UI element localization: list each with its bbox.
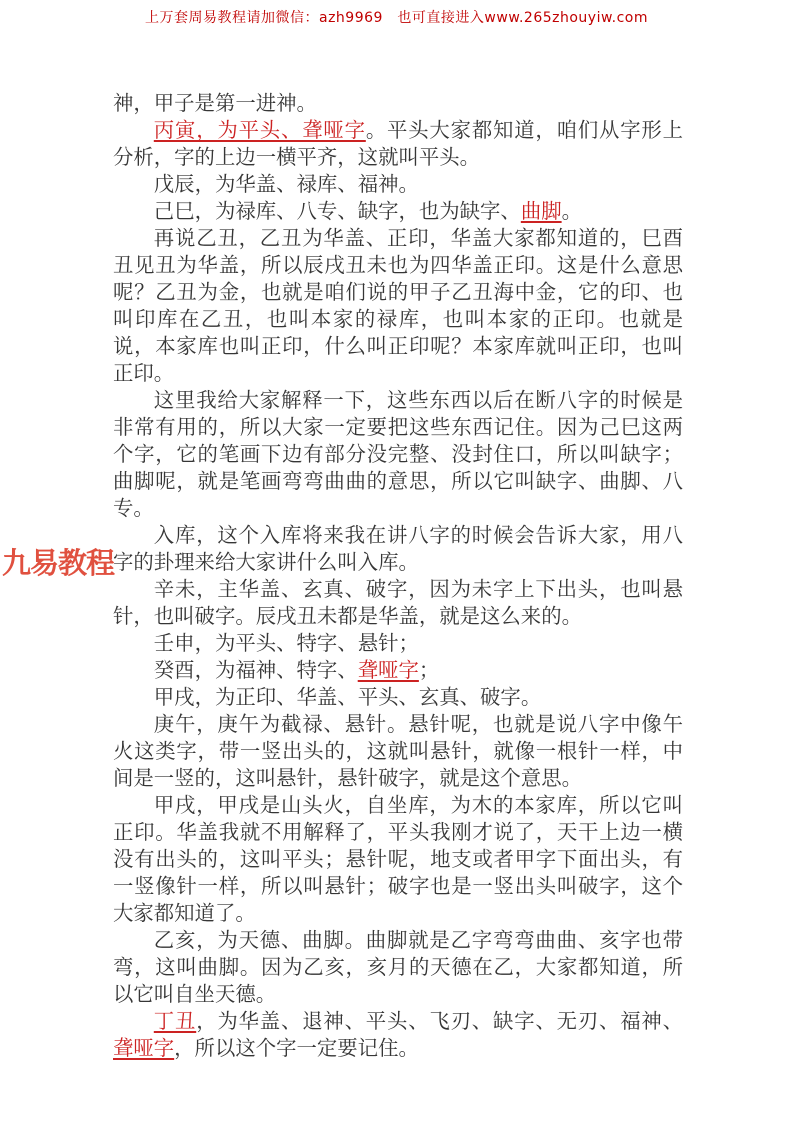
body-text: ； (418, 660, 440, 682)
highlighted-term: 聋哑字 (113, 1038, 175, 1060)
body-text: 壬申，为平头、特字、悬针； (153, 633, 419, 655)
body-text: 己巳，为禄库、八专、缺字，也为缺字、 (153, 201, 521, 223)
body-text: 再说乙丑，乙丑为华盖、正印，华盖大家都知道的，巳酉丑见丑为华盖，所以辰戌丑未也为四华盖正印。这是什么意思呢？乙丑为金，也就是咱们说的甲子乙丑海中金，它的印、也叫印库在乙丑，也叫本家的禄库，也叫本家的正印。也就是说，本家库也叫正印，什么叫正印呢？本家库就叫正印，也叫正印。 (113, 228, 683, 385)
paragraph (113, 712, 683, 793)
highlighted-term: 曲脚 (520, 201, 562, 223)
body-text: 乙亥，为天德、曲脚。曲脚就是乙字弯弯曲曲、亥字也带弯，这叫曲脚。因为乙亥，亥月的天德在乙，大家都知道，所以它叫自坐天德。 (113, 930, 683, 1006)
paragraph (113, 631, 683, 658)
paragraph (113, 199, 683, 226)
body-text: 甲戌，甲戌是山头火，自坐库，为木的本家库，所以它叫正印。华盖我就不用解释了，平头我刚才说了，天干上边一横没有出头的，这叫平头；悬针呢，地支或者甲字下面出头，有一竖像针一样，所以叫悬针；破字也是一竖出头叫破字，这个大家都知道了。 (113, 795, 683, 925)
body-text: 庚午，庚午为截禄、悬针。悬针呢，也就是说八字中像午火这类字，带一竖出头的，这就叫悬针，就像一根针一样，中间是一竖的，这叫悬针，悬针破字，就是这个意思。 (113, 714, 683, 790)
paragraph (113, 91, 683, 118)
highlighted-term: 丁丑 (153, 1011, 197, 1033)
document-body (113, 91, 683, 1063)
paragraph (113, 1009, 683, 1063)
paragraph (113, 523, 683, 577)
header-promo-text: 上万套周易教程请加微信：azh9969 也可直接进入www.265zhouyiw.com (144, 10, 649, 26)
body-text: 癸酉，为福神、特字、 (153, 660, 358, 682)
body-text: 。 (561, 201, 582, 223)
paragraph (113, 388, 683, 523)
watermark-logo: 九易教程 (2, 548, 115, 580)
body-text: 甲戌，为正印、华盖、平头、玄真、破字。 (153, 687, 542, 709)
body-text: 入库，这个入库将来我在讲八字的时候会告诉大家，用八字的卦理来给大家讲什么叫入库。 (113, 525, 683, 574)
body-text: 这里我给大家解释一下，这些东西以后在断八字的时候是非常有用的，所以大家一定要把这些东西记住。因为己巳这两个字，它的笔画下边有部分没完整、没封住口，所以叫缺字；曲脚呢，就是笔画弯弯曲曲的意思，所以它叫缺字、曲脚、八专。 (113, 390, 683, 520)
paragraph (113, 658, 683, 685)
paragraph (113, 928, 683, 1009)
body-text: ，为华盖、退神、平头、飞刃、缺字、无刃、福神、 (196, 1011, 684, 1033)
body-text: 神，甲子是第一进神。 (113, 93, 317, 115)
body-text: 。平头大家都知道，咱们从字形上分析，字的上边一横平齐，这就叫平头。 (113, 120, 684, 169)
body-text: 戊辰，为华盖、禄库、福神。 (153, 174, 419, 196)
paragraph (113, 226, 683, 388)
paragraph (113, 172, 683, 199)
paragraph (113, 685, 683, 712)
body-text: 辛未，主华盖、玄真、破字，因为未字上下出头，也叫悬针，也叫破字。辰戌丑未都是华盖，就是这么来的。 (113, 579, 683, 628)
body-text: ，所以这个字一定要记住。 (174, 1038, 419, 1060)
paragraph (113, 793, 683, 928)
highlighted-term: 聋哑字 (357, 660, 419, 682)
paragraph (113, 118, 683, 172)
highlighted-term: 丙寅，为平头、聋哑字 (153, 120, 366, 142)
paragraph (113, 577, 683, 631)
